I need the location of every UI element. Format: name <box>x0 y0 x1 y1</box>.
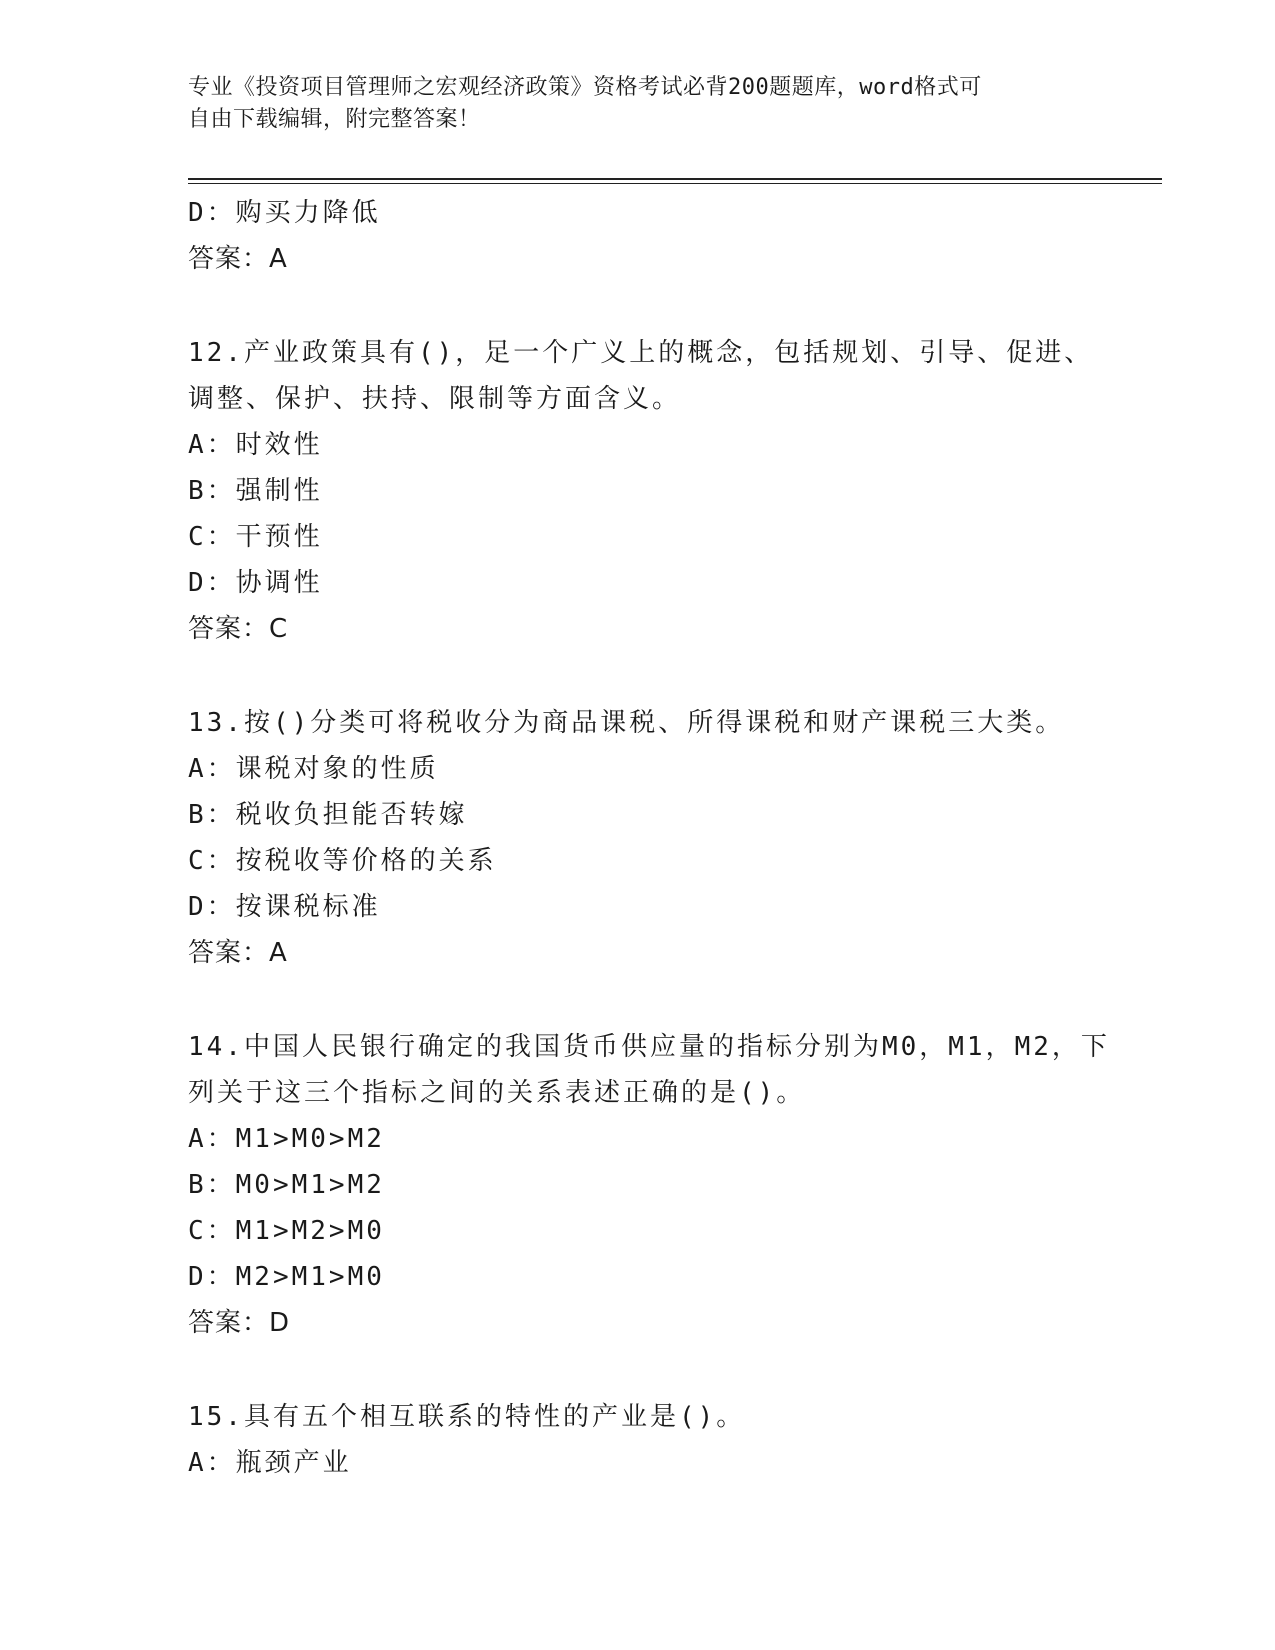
question-15 <box>188 1394 1088 1486</box>
option-d: D：购买力降低 <box>188 198 381 228</box>
header-divider <box>188 178 1162 184</box>
question-stem-continued: 列关于这三个指标之间的关系表述正确的是()。 <box>188 1078 806 1108</box>
question-14 <box>188 1024 1110 1346</box>
option-b: B：M0>M1>M2 <box>188 1170 385 1200</box>
option-d: D：M2>M1>M0 <box>188 1262 385 1292</box>
question-stem: 14.中国人民银行确定的我国货币供应量的指标分别为M0，M1，M2，下 <box>188 1032 1110 1062</box>
option-a: A：课税对象的性质 <box>188 754 439 784</box>
question-stem-continued: 调整、保护、扶持、限制等方面含义。 <box>188 384 682 414</box>
option-a: A：M1>M0>M2 <box>188 1124 385 1154</box>
spacer <box>188 652 1088 700</box>
answer-line: 答案：A <box>188 244 288 274</box>
option-a: A：时效性 <box>188 430 323 460</box>
question-12 <box>188 330 1094 652</box>
question-11-tail <box>188 190 1088 282</box>
option-a: A：瓶颈产业 <box>188 1448 352 1478</box>
option-c: C：M1>M2>M0 <box>188 1216 385 1246</box>
question-content <box>188 190 1110 1486</box>
question-stem: 12.产业政策具有()，足一个广义上的概念，包括规划、引导、促进、 <box>188 338 1094 368</box>
answer-line: 答案：A <box>188 938 288 968</box>
answer-line: 答案：C <box>188 614 289 644</box>
header-line-1: 专业《投资项目管理师之宏观经济政策》资格考试必背200题题库，word格式可 <box>188 75 982 100</box>
option-d: D：协调性 <box>188 568 323 598</box>
option-c: C：干预性 <box>188 522 323 552</box>
spacer <box>188 976 1088 1024</box>
spacer <box>188 282 1088 330</box>
question-stem: 15.具有五个相互联系的特性的产业是()。 <box>188 1402 746 1432</box>
page-header <box>188 72 1088 136</box>
spacer <box>188 1346 1088 1394</box>
option-b: B：税收负担能否转嫁 <box>188 800 468 830</box>
option-b: B：强制性 <box>188 476 323 506</box>
header-line-2: 自由下载编辑，附完整答案！ <box>188 107 481 132</box>
option-c: C：按税收等价格的关系 <box>188 846 497 876</box>
option-d: D：按课税标准 <box>188 892 381 922</box>
question-13 <box>188 700 1088 976</box>
question-stem: 13.按()分类可将税收分为商品课税、所得课税和财产课税三大类。 <box>188 708 1065 738</box>
answer-line: 答案：D <box>188 1308 291 1338</box>
